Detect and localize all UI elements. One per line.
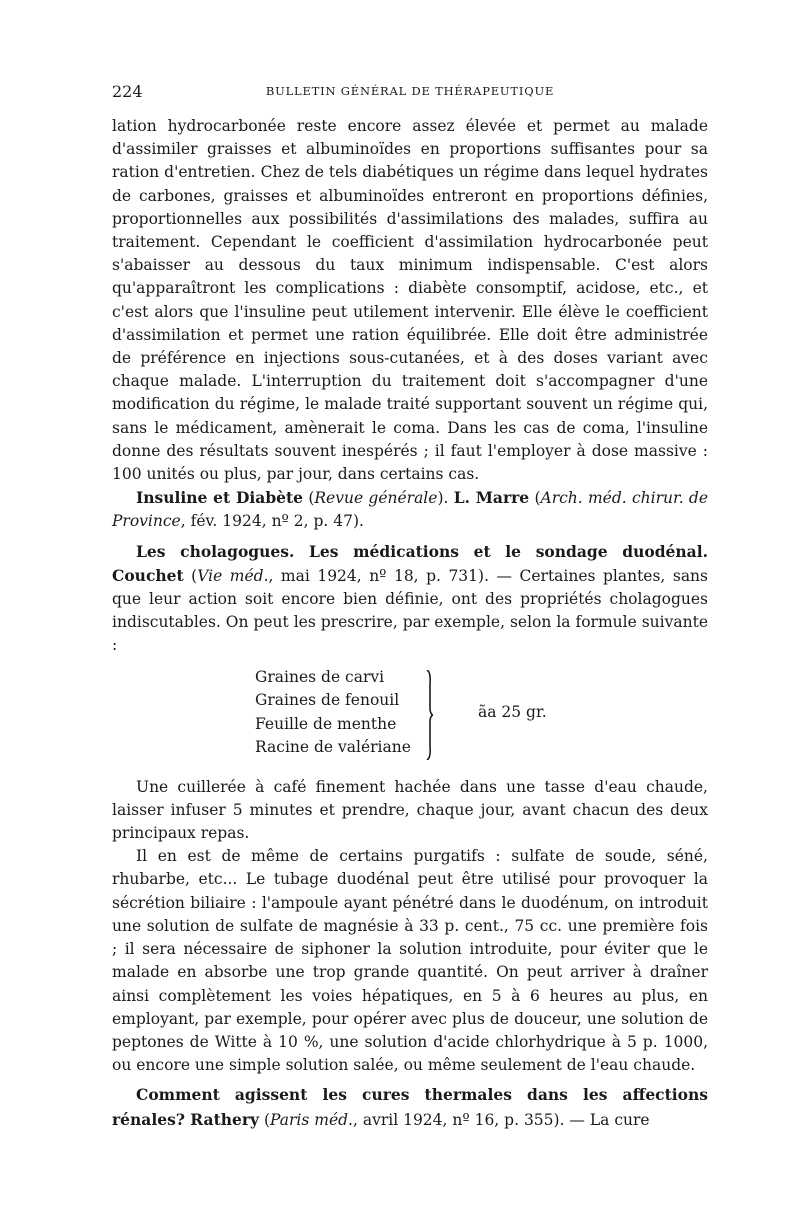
formula-quantity: ãa 25 gr. [478,702,547,721]
reference-journal: Arch. méd. chirur. de Province [112,489,708,531]
paragraph-preparation: Une cuillerée à café finement hachée dans une tasse d'eau chaude, laisser infuser 5 minutes et prendre, chaque jour, avant chacun des deux principaux repas. [112,777,708,843]
reference-title: Insuline et Diabète [136,488,304,508]
reference-details: , mai 1924, nº 18, p. 731). [268,566,490,585]
reference-details: , avril 1924, nº 16, p. 355). [352,1110,565,1129]
reference-text: — Certaines plantes, sans que leur action soit encore bien définie, ont des propriétés cholagogues indiscutables. On peut les prescrire, par exemple, selon la formule suivante : [112,566,708,655]
formula-item: Feuille de menthe [255,714,397,733]
brace-icon [425,670,433,760]
reference-journal: Paris méd. [270,1110,353,1129]
reference-title: Les cholagogues. Les médications et le sondage duodénal. Couchet [112,541,708,585]
reference-title: Comment agissent les cures thermales dans les affections rénales? Rathery [112,1085,708,1129]
running-title: BULLETIN GÉNÉRAL DE THÉRAPEUTIQUE [265,84,555,98]
paragraph-tubage: Il en est de même de certains purgatifs : sulfate de soude, séné, rhubarbe, etc... Le tubage duodénal peut être utilisé pour provoquer la sécrétion biliaire : l'ampoule ayant pénétré dans le duodénum, on introduit une solution de sulfate de magnésie à 33 p. cent., 75 cc. une première fois ; il sera nécessaire de siphoner la solution introduite, pour éviter que le malade en absorbe une trop grande quantité. On peut arriver à draîner ainsi complètement les voies hépatiques, en 5 à 6 heures au plus, en employant, par exemple, pour opérer avec plus de douceur, une solution de peptones de Witte à 10 %, une solution d'acide chlorhydrique à 5 p. 1000, ou encore une simple solution salée, ou même seulement de l'eau chaude. [112,847,708,1075]
formula-item: Graines de fenouil [255,691,400,710]
formula-list [255,666,411,760]
reference-insulin: Insuline et Diabète (Revue générale). L. Marre (Arch. méd. chirur. de Province, fév. 1924, nº 2, p. 47). [112,488,708,531]
reference-cures-thermales: Comment agissent les cures thermales dans les affections rénales? Rathery (Paris méd., avril 1924, nº 16, p. 355). — La cure [112,1085,708,1129]
paragraph-insulin: lation hydrocarbonée reste encore assez élevée et permet au malade d'assimiler graisses et albuminoïdes en proportions suffisantes pour sa ration d'entretien. Chez de tels diabétiques un régime dans lequel hydrates de carbones, graisses et albuminoïdes entreront en proportions définies, proportionnelles aux possibilités d'assimilations des malades, suffira au traitement. Cependant le coefficient d'assimilation hydrocarbonée peut s'abaisser au dessous du taux minimum indispensable. C'est alors qu'apparaîtront les complications : diabète consomptif, acidose, etc., et c'est alors que l'insuline peut utilement intervenir. Elle élève le coefficient d'assimilation et permet une ration équilibrée. Elle doit être administrée de préférence en injections sous-cutanées, et à des doses variant avec chaque malade. L'interruption du traitement doit s'accompagner d'une modification du régime, le malade traité supportant souvent un régime qui, sans le médicament, amènerait le coma. Dans les cas de coma, l'insuline donne des résultats souvent inespérés ; il faut l'employer à dose massive : 100 unités ou plus, par jour, dans certains cas. [112,117,708,484]
body-text [112,115,708,1132]
formula-item: Racine de valériane [255,738,411,757]
formula-item: Graines de carvi [255,667,385,686]
page-header [112,82,708,102]
reference-text: — La cure [564,1110,650,1129]
reference-cholagogues: Les cholagogues. Les médications et le sondage duodénal. Couchet (Vie méd., mai 1924, nº 18, p. 731). — Certaines plantes, sans que leur action soit encore bien définie, ont des propriétés cholagogues indiscutables. On peut les prescrire, par exemple, selon la formule suivante : [112,541,708,655]
reference-author: L. Marre [453,488,530,508]
reference-details: , fév. 1924, nº 2, p. 47). [180,512,364,531]
reference-journal: Vie méd. [197,566,269,585]
formula-block [112,662,708,770]
page-number: 224 [112,82,143,101]
reference-source: Revue générale [314,489,438,508]
